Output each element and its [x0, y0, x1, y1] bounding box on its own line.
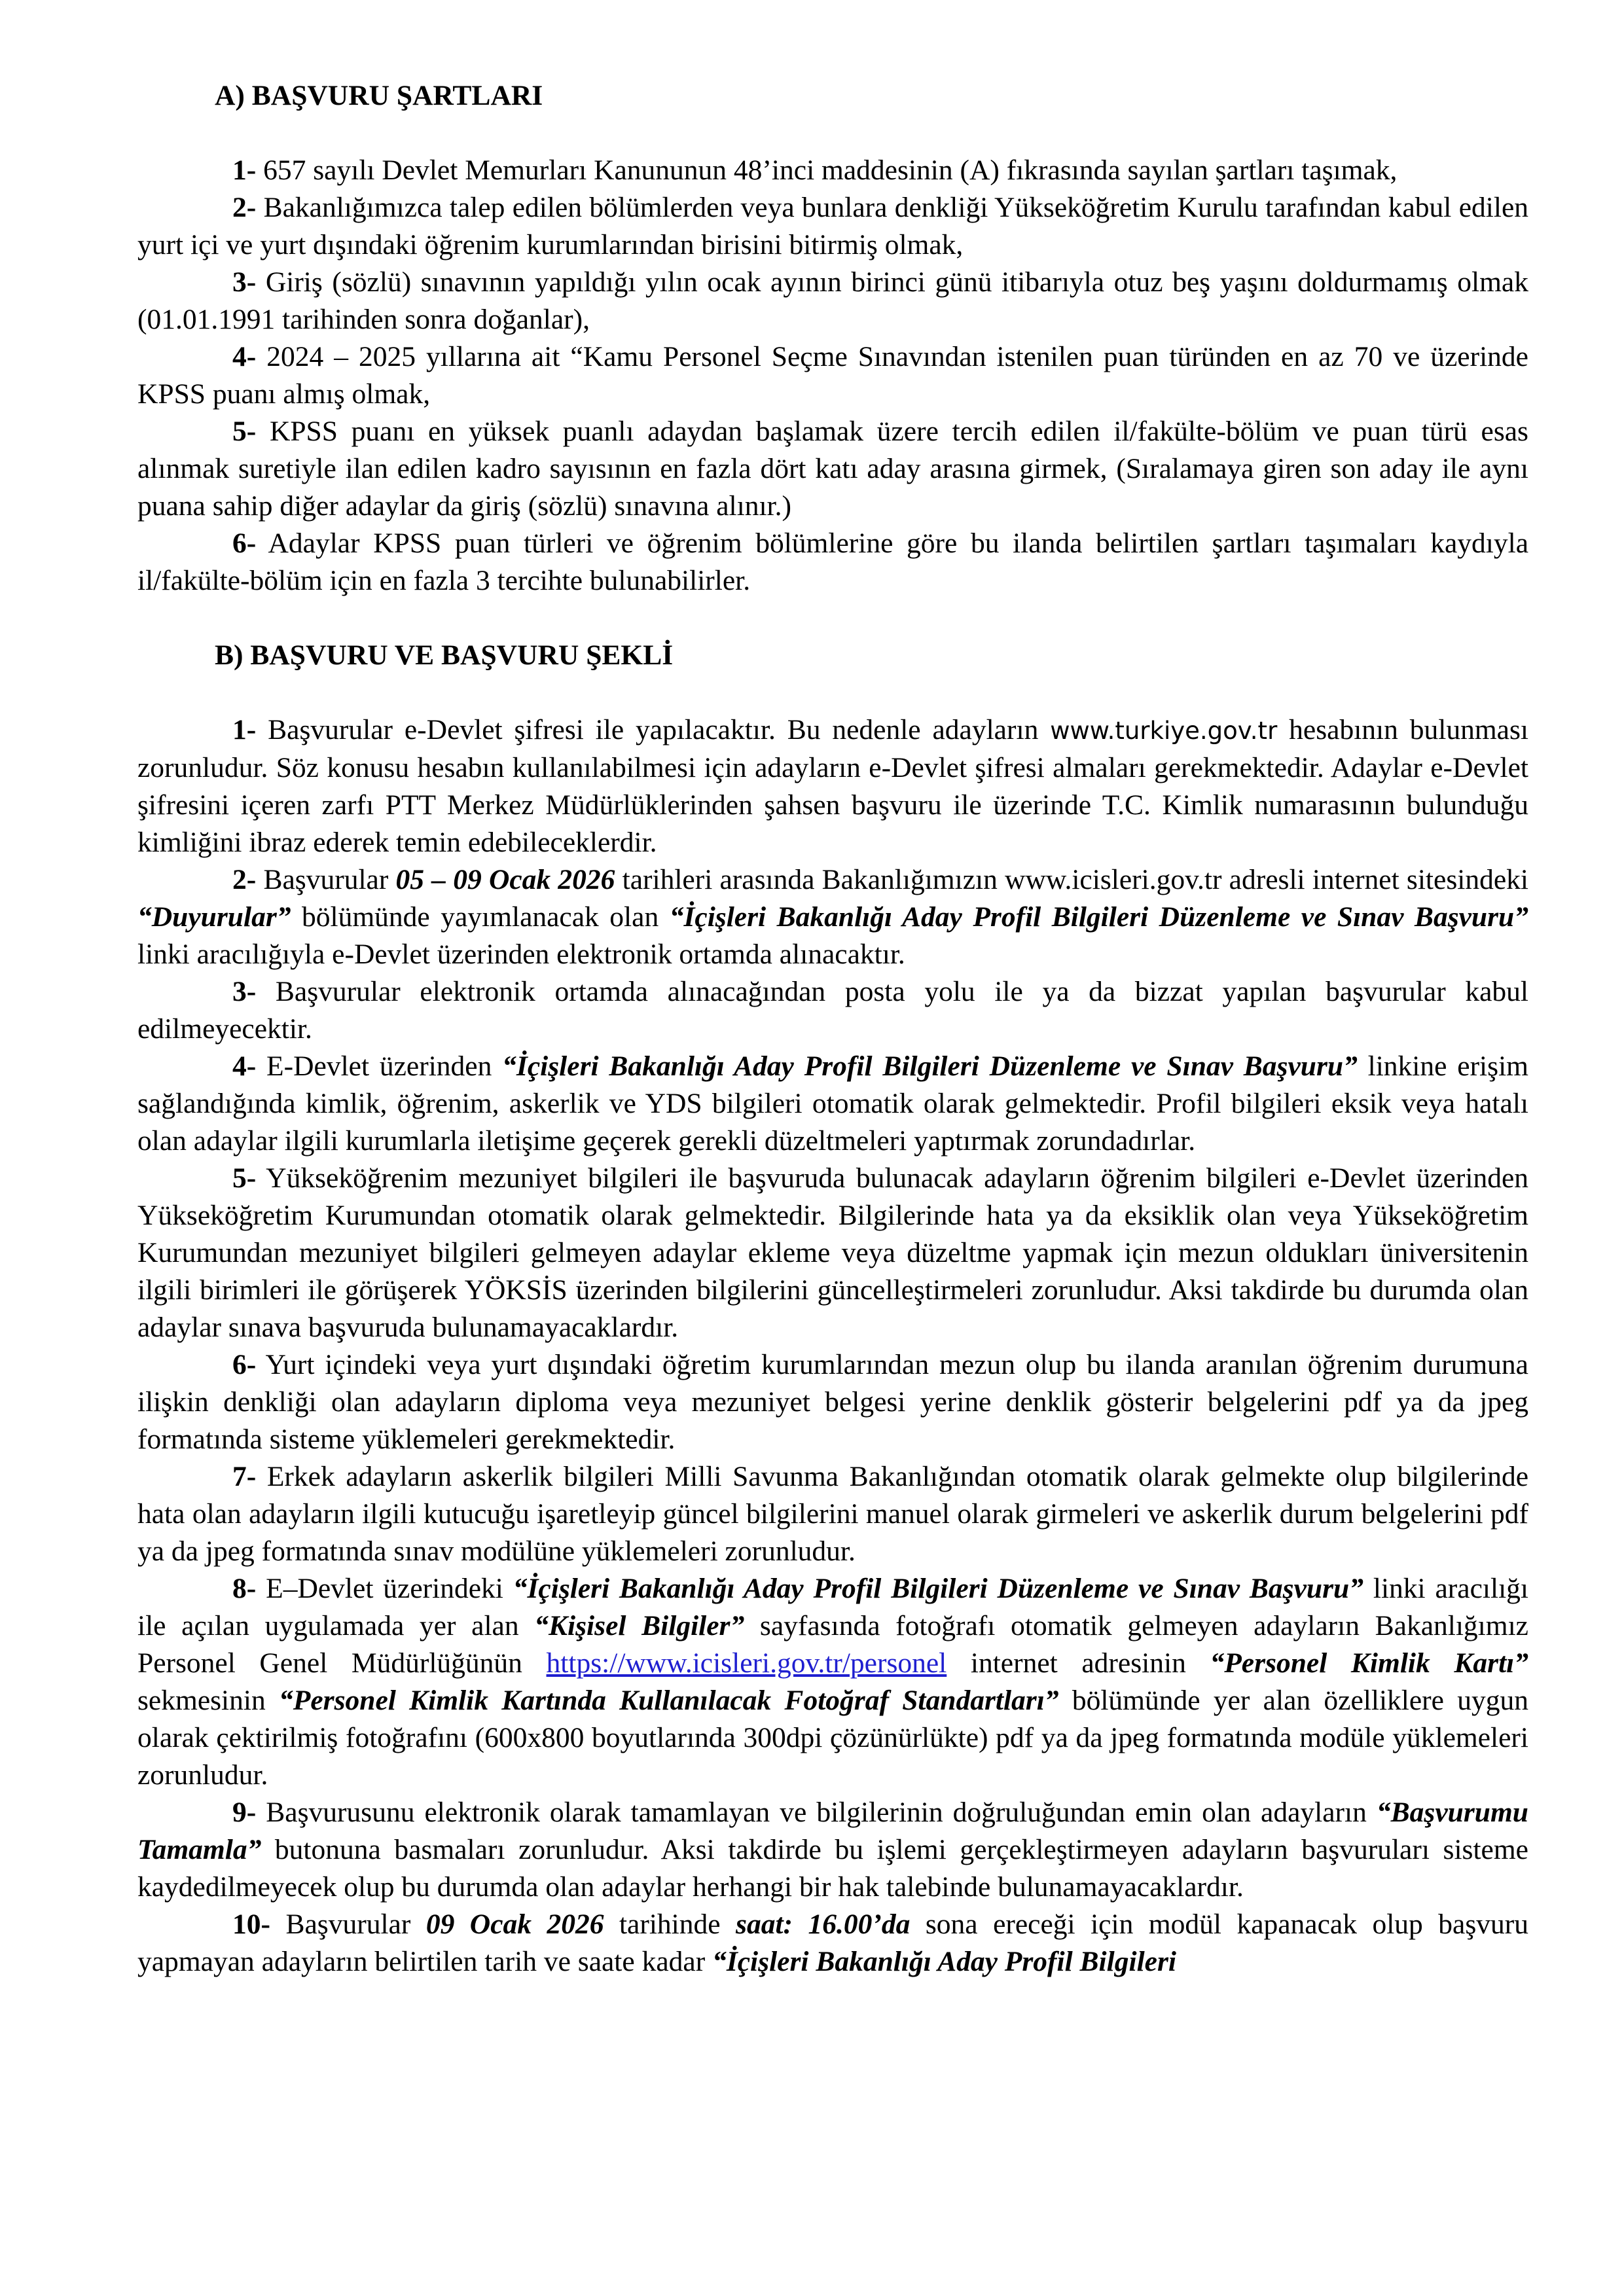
item-text: hesabının bulunması zorunludur. Söz konusu hesabın kullanılabilmesi için adayların e-Devlet şifresi almaları gerekmektedir. Adaylar e-Devlet şifresini içeren zarfı PTT Merkez Müdürlüklerinden şahsen başvuru ile üzerinde T.C. Kimlik numarasının bulunduğu kimliğini ibraz ederek temin edebileceklerdir. — [137, 714, 1528, 858]
item-text: Başvurular elektronik ortamda alınacağından posta yolu ile ya da bizzat yapılan başvurular kabul edilmeyecektir. — [137, 976, 1528, 1045]
section-a-item-4 — [137, 338, 1528, 413]
duyurular-section-name: “Duyurular” — [137, 901, 291, 933]
item-text: bölümünde yer alan özelliklere uygun olarak çektirilmiş fotoğrafını (600x800 boyutlarında 300dpi çözünürlükte) pdf ya da jpeg formatında modüle yüklemeleri zorunludur. — [137, 1685, 1528, 1791]
section-a-item-5 — [137, 413, 1528, 525]
item-number: 1- — [232, 714, 257, 745]
turkiye-gov-site-text: www.turkiye.gov.tr — [1050, 717, 1278, 745]
item-number: 3- — [232, 976, 257, 1007]
personel-url-link[interactable]: https://www.icisleri.gov.tr/personel — [546, 1647, 947, 1679]
section-a-item-6 — [137, 525, 1528, 600]
item-number: 1- — [232, 154, 257, 186]
item-text: 657 sayılı Devlet Memurları Kanununun 48’inci maddesinin (A) fıkrasında sayılan şartları taşımak, — [256, 154, 1398, 186]
kimlik-karti-tab-name: “Personel Kimlik Kartı” — [1210, 1647, 1528, 1679]
application-link-name: “İçişleri Bakanlığı Aday Profil Bilgileri Düzenleme ve Sınav Başvuru” — [502, 1050, 1358, 1082]
section-b-item-3 — [137, 973, 1528, 1048]
item-text: sona ereceği için modül kapanacak olup başvuru yapmayan adayların belirtilen tarih ve saate kadar — [137, 1909, 1528, 1977]
application-link-name: “İçişleri Bakanlığı Aday Profil Bilgileri Düzenleme ve Sınav Başvuru” — [669, 901, 1528, 933]
section-a-heading: A) BAŞVURU ŞARTLARI — [215, 80, 543, 111]
item-number: 8- — [232, 1573, 257, 1604]
item-text: Başvurular — [256, 864, 396, 895]
item-text: E–Devlet üzerindeki — [256, 1573, 513, 1604]
item-text: E-Devlet üzerinden — [256, 1050, 503, 1082]
item-number: 4- — [232, 1050, 257, 1082]
section-a-item-2 — [137, 189, 1528, 264]
deadline-date: 09 Ocak 2026 — [425, 1909, 604, 1940]
item-number: 10- — [232, 1909, 270, 1940]
item-number: 3- — [232, 266, 257, 298]
item-text: Adaylar KPSS puan türleri ve öğrenim bölümlerine göre bu ilanda belirtilen şartları taşımaları kaydıyla il/fakülte-bölüm için en fazla 3 tercihte bulunabilirler. — [137, 528, 1528, 596]
item-text: Yükseköğrenim mezuniyet bilgileri ile başvuruda bulunacak adayların öğrenim bilgileri e-Devlet üzerinden Yükseköğretim Kurumundan otomatik olarak gelmektedir. Bilgilerinde hata ya da eksiklik olan veya Yükseköğretim Kurumundan mezuniyet bilgileri gelmeyen adaylar ekleme veya düzeltme yapmak için mezun oldukları üniversitenin ilgili birimleri ile görüşerek YÖKSİS üzerinden bilgilerini güncelleştirmeleri zorunludur. Aksi takdirde bu durumda olan adaylar sınava başvuruda bulunamayacaklardır. — [137, 1162, 1528, 1343]
complete-application-button-name: “Başvurumu Tamamla” — [137, 1797, 1528, 1865]
item-text: Yurt içindeki veya yurt dışındaki öğretim kurumlarından mezun olup bu ilanda aranılan öğrenim durumuna ilişkin denkliği olan adayların diploma veya mezuniyet belgesi yerine denklik gösterir belgelerini pdf ya da jpeg formatında sisteme yüklemeleri gerekmektedir. — [137, 1349, 1528, 1455]
section-b-item-10 — [137, 1906, 1528, 1981]
item-text: Bakanlığımızca talep edilen bölümlerden veya bunlara denkliği Yükseköğretim Kurulu tarafından kabul edilen yurt içi ve yurt dışındaki öğrenim kurumlarından birisini bitirmiş olmak, — [137, 192, 1528, 260]
kisisel-bilgiler-page-name: “Kişisel Bilgiler” — [534, 1610, 745, 1641]
section-b-item-7 — [137, 1458, 1528, 1570]
item-number: 7- — [232, 1461, 257, 1492]
section-b-item-6 — [137, 1346, 1528, 1458]
item-text: bölümünde yayımlanacak olan — [291, 901, 670, 933]
section-a-item-3 — [137, 264, 1528, 338]
item-text: linkine erişim sağlandığında kimlik, öğrenim, askerlik ve YDS bilgileri otomatik olarak gelmektedir. Profil bilgileri eksik veya hatalı olan adaylar ilgili kurumlarla iletişime geçerek gerekli düzeltmeleri yaptırmak zorundadırlar. — [137, 1050, 1528, 1157]
item-text: Giriş (sözlü) sınavının yapıldığı yılın ocak ayının birinci günü itibarıyla otuz beş yaşını doldurmamış olmak (01.01.1991 tarihinden sonra doğanlar), — [137, 266, 1528, 335]
item-text: tarihinde — [604, 1909, 736, 1940]
item-number: 2- — [232, 192, 257, 223]
section-b-item-8 — [137, 1570, 1528, 1794]
application-dates: 05 – 09 Ocak 2026 — [395, 864, 615, 895]
item-text: KPSS puanı en yüksek puanlı adaydan başlamak üzere tercih edilen il/fakülte-bölüm ve puan türü esas alınmak suretiyle ilan edilen kadro sayısının en fazla dört katı aday arasına girmek, (Sıralamaya giren son aday ile aynı puana sahip diğer adaylar da giriş (sözlü) sınavına alınır.) — [137, 416, 1528, 522]
section-a-item-1 — [137, 152, 1528, 189]
section-b-item-2 — [137, 861, 1528, 973]
item-text: linki aracılığıyla e-Devlet üzerinden elektronik ortamda alınacaktır. — [137, 939, 905, 970]
item-text: Başvurular e-Devlet şifresi ile yapılacaktır. Bu nedenle adayların — [256, 714, 1051, 745]
item-text: butonuna basmaları zorunludur. Aksi takdirde bu işlemi gerçekleştirmeyen adayların başvuruları sisteme kaydedilmeyecek olup bu durumda olan adaylar herhangi bir hak talebinde bulunamayacaklardır. — [137, 1834, 1528, 1903]
item-text: Erkek adayların askerlik bilgileri Milli Savunma Bakanlığından otomatik olarak gelmekte olup bilgilerinde hata olan adayların ilgili kutucuğu işaretleyip güncel bilgilerini manuel olarak girmeleri ve askerlik durum belgelerini pdf ya da jpeg formatında sınav modülüne yüklemeleri zorunludur. — [137, 1461, 1528, 1567]
section-spacer — [137, 600, 1528, 637]
section-b-item-4 — [137, 1048, 1528, 1160]
item-text: Başvurular — [270, 1909, 426, 1940]
item-number: 6- — [232, 528, 257, 559]
item-number: 5- — [232, 416, 257, 447]
item-text: 2024 – 2025 yıllarına ait “Kamu Personel Seçme Sınavından istenilen puan türünden en az 70 ve üzerinde KPSS puanı almış olmak, — [137, 341, 1528, 410]
section-b-item-5 — [137, 1160, 1528, 1346]
item-number: 5- — [232, 1162, 257, 1194]
item-text: sekmesinin — [137, 1685, 280, 1716]
section-b-heading: B) BAŞVURU VE BAŞVURU ŞEKLİ — [215, 639, 674, 671]
photo-standards-section-name: “Personel Kimlik Kartında Kullanılacak Fotoğraf Standartları” — [279, 1685, 1059, 1716]
deadline-time: saat: 16.00’da — [736, 1909, 911, 1940]
item-text: linki aracılığı ile açılan uygulamada yer alan — [137, 1573, 1528, 1641]
item-number: 6- — [232, 1349, 257, 1380]
item-text: Başvurusunu elektronik olarak tamamlayan ve bilgilerinin doğruluğundan emin olan adayların — [256, 1797, 1377, 1828]
item-text: internet adresinin — [947, 1647, 1210, 1679]
item-text: sayfasında fotoğrafı otomatik gelmeyen adayların Bakanlığımız Personel Genel Müdürlüğünün — [137, 1610, 1528, 1679]
item-text: tarihleri arasında Bakanlığımızın www.icisleri.gov.tr adresli internet sitesindeki — [615, 864, 1528, 895]
section-b-item-9 — [137, 1794, 1528, 1906]
section-b-item-1 — [137, 711, 1528, 861]
item-number: 2- — [232, 864, 257, 895]
item-number: 9- — [232, 1797, 257, 1828]
application-link-name: “İçişleri Bakanlığı Aday Profil Bilgileri — [712, 1946, 1176, 1977]
item-number: 4- — [232, 341, 257, 372]
application-link-name: “İçişleri Bakanlığı Aday Profil Bilgileri Düzenleme ve Sınav Başvuru” — [513, 1573, 1363, 1604]
